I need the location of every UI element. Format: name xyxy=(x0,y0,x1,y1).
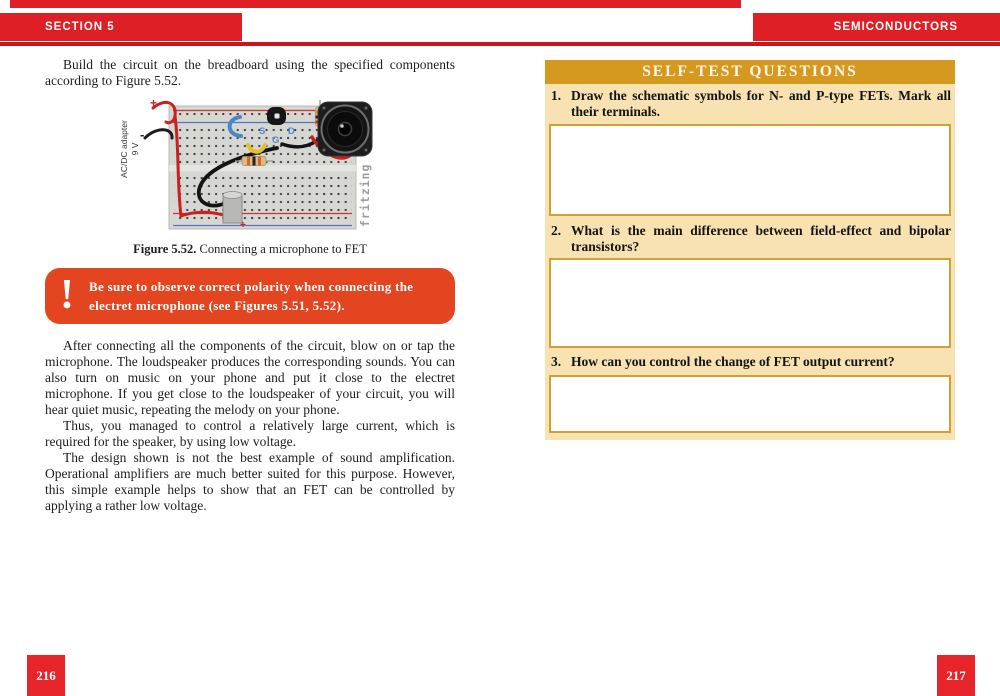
paragraph-build-circuit: Build the circuit on the breadboard using the specified components according to Figure 5.52. xyxy=(45,57,455,88)
section-label: SECTION 5 xyxy=(45,21,115,33)
drain-pin-label: D xyxy=(288,126,295,137)
question-1-text: Draw the schematic symbols for N- and P-type FETs. Mark all their terminals. xyxy=(571,88,951,119)
question-2-text: What is the main difference between field-effect and bipolar transistors? xyxy=(571,223,951,254)
self-test-title: SELF-TEST QUESTIONS xyxy=(642,63,858,80)
fritzing-watermark: fritzing xyxy=(358,163,372,227)
header-rule xyxy=(0,42,1000,46)
self-test-header xyxy=(545,60,955,84)
breadboard-circuit-illustration xyxy=(119,94,377,236)
section-header-bar xyxy=(0,13,242,41)
question-1-number: 1. xyxy=(551,88,562,103)
warning-callout xyxy=(45,268,455,324)
question-2-number: 2. xyxy=(551,223,562,238)
answer-box-2 xyxy=(549,258,951,348)
answer-box-3 xyxy=(549,375,951,433)
plus-terminal-label: + xyxy=(150,96,158,110)
paragraph-thus-control: Thus, you managed to control a relatively large current, which is required for the speaker, by using low voltage. xyxy=(45,418,455,449)
figure-caption-text: Connecting a microphone to FET xyxy=(196,242,367,256)
question-3-number: 3. xyxy=(551,354,562,369)
fet-transistor xyxy=(267,107,286,125)
adapter-label: AC/DC adapter xyxy=(119,120,129,178)
minus-terminal-label: - xyxy=(140,127,145,142)
question-2 xyxy=(551,223,951,254)
page-number-right: 217 xyxy=(937,655,975,696)
page-number-left: 216 xyxy=(27,655,65,696)
exclamation-icon: ! xyxy=(60,272,74,318)
figure-breadboard xyxy=(119,94,377,236)
top-red-strip xyxy=(10,0,741,8)
answer-box-1 xyxy=(549,124,951,216)
chapter-header-bar xyxy=(753,13,1000,41)
figure-caption xyxy=(45,242,455,257)
chapter-label: SEMICONDUCTORS xyxy=(833,21,958,33)
source-pin-label: S xyxy=(259,126,266,137)
loudspeaker xyxy=(318,102,372,156)
question-1 xyxy=(551,88,951,119)
warning-text: Be sure to observe correct polarity when connecting the electret microphone (see Figures 5.51, 5.52). xyxy=(89,279,414,313)
gate-pin-label: G xyxy=(272,135,280,146)
question-3-text: How can you control the change of FET output current? xyxy=(571,354,895,369)
figure-caption-number: Figure 5.52. xyxy=(133,242,197,256)
question-3 xyxy=(551,354,951,370)
adapter-negative-wire xyxy=(145,130,172,138)
paragraph-design-shown: The design shown is not the best example of sound amplification. Operational amplifiers are much better suited for this purpose. However, this simple example helps to show that an FET can be controlled by applying a rather low voltage. xyxy=(45,450,455,513)
mic-plus-label: + xyxy=(240,220,246,231)
voltage-label: 9 V xyxy=(130,142,140,156)
paragraph-after-connecting: After connecting all the components of the circuit, blow on or tap the microphone. The loudspeaker produces the corresponding sounds. You can also turn on music on your phone and put it close to the electret microphone. If you get close to the loudspeaker of your circuit, you will hear quiet music, repeating the melody on your phone. xyxy=(45,338,455,417)
